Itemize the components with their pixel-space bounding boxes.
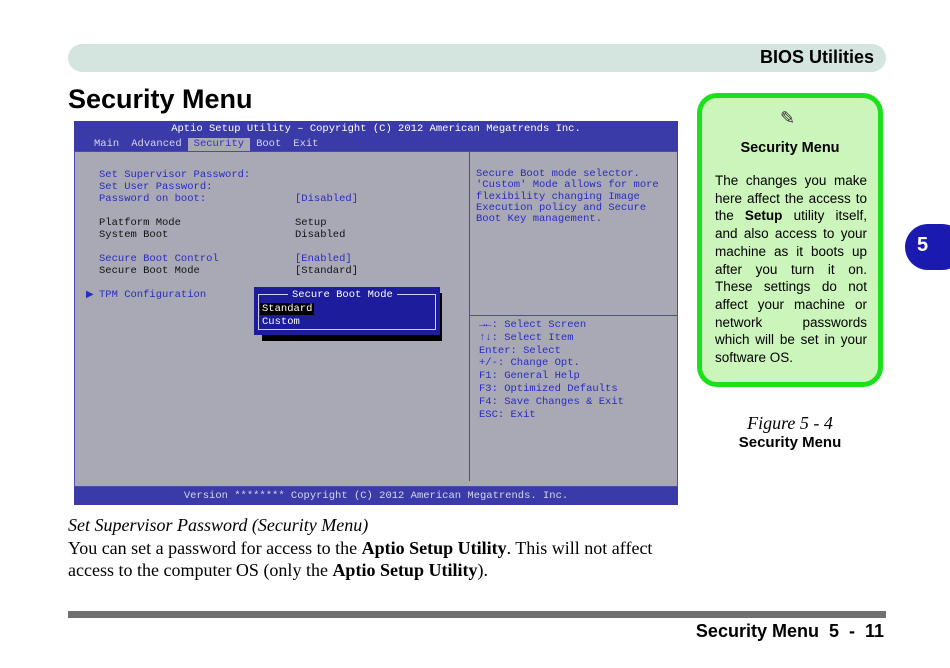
bios-key-legend [479,319,624,421]
bios-tab-main[interactable]: Main [94,138,120,150]
bios-version-bar: Version ******** Copyright (C) 2012 American Megatrends. Inc. [74,487,678,505]
header-title: BIOS Utilities [759,47,874,67]
body-text-part: . This will not affect access to the computer OS (only the [68,538,653,580]
figure-caption: Figure 5 - 4 [747,413,833,433]
key-hint: ESC: Exit [479,408,536,421]
key-hint: F1: General Help [479,370,580,383]
body-text-bold: Aptio Setup Utility [332,559,478,580]
secure-boot-control-item[interactable]: Secure Boot Control [99,253,219,265]
note-title: Security Menu [740,140,840,156]
footer-page-label: Security Menu 5 - 11 [695,621,884,641]
platform-mode-label: Platform Mode [99,217,181,229]
bios-title: Aptio Setup Utility – Copyright (C) 2012 American Megatrends Inc. [171,123,581,135]
user-password-item[interactable]: Set User Password: [99,181,213,193]
note-box [697,93,883,387]
popup-title: Secure Boot Mode [288,289,397,302]
body-text-part: ). [477,559,488,580]
secure-boot-control-value[interactable]: [Enabled] [295,253,352,265]
bios-tabs [88,138,325,151]
note-text-part: The changes you make here affect the access to the [715,173,867,224]
submenu-arrow-icon: ▶ [86,290,94,301]
key-hint: F4: Save Changes & Exit [479,395,624,408]
bios-title-bar [74,121,678,151]
key-hint: +/-: Change Opt. [479,357,580,370]
secure-boot-mode-value[interactable]: [Standard] [295,265,359,277]
system-boot-label: System Boot [99,229,169,241]
chapter-number: 5 [917,234,929,256]
secure-boot-mode-popup [254,287,440,335]
bios-tab-exit[interactable]: Exit [293,138,319,150]
header-bar [68,44,886,72]
popup-option-custom[interactable]: Custom [262,316,300,328]
bios-tab-boot[interactable]: Boot [256,138,282,150]
body-text-part: You can set a password for access to the [68,538,362,558]
system-boot-value: Disabled [295,229,346,241]
secure-boot-mode-item[interactable]: Secure Boot Mode [99,265,200,277]
page-title: Security Menu [68,84,253,114]
key-hint: F3: Optimized Defaults [479,382,618,395]
key-hint: →←: Select Screen [479,319,587,331]
password-on-boot-value[interactable]: [Disabled] [295,193,359,205]
body-paragraph [68,538,688,581]
note-text-bold: Setup [744,208,783,224]
footer-rule [68,611,886,618]
supervisor-password-item[interactable]: Set Supervisor Password: [99,169,251,181]
figure-title: Security Menu [738,434,842,451]
bios-tab-security[interactable]: Security [188,138,250,151]
note-text [715,172,867,367]
note-text-part: utility itself, and also access to your machine as it boots up after you turn it on. These settings do not affect your machine or network passwords which will be set in your software OS. [715,208,867,366]
tpm-configuration-item[interactable]: TPM Configuration [99,289,207,301]
popup-option-standard[interactable]: Standard [262,303,313,315]
password-on-boot-item[interactable]: Password on boot: [99,193,207,205]
bios-screenshot [74,121,678,505]
key-hint: Enter: Select [479,344,561,357]
pencil-icon: ✎ [780,108,796,128]
bios-help-text: Secure Boot mode selector. 'Custom' Mode allows for more flexibility changing Image Execution policy and Secure Boot Key management. [476,168,659,226]
bios-divider [469,151,470,481]
chapter-tab [905,224,950,270]
section-heading: Set Supervisor Password (Security Menu) [68,515,369,535]
key-hint: ↑↓: Select Item [479,331,574,344]
bios-tab-advanced[interactable]: Advanced [131,138,182,150]
platform-mode-value: Setup [295,217,327,229]
body-text-bold: Aptio Setup Utility [361,538,507,558]
bios-help-divider [470,315,678,316]
